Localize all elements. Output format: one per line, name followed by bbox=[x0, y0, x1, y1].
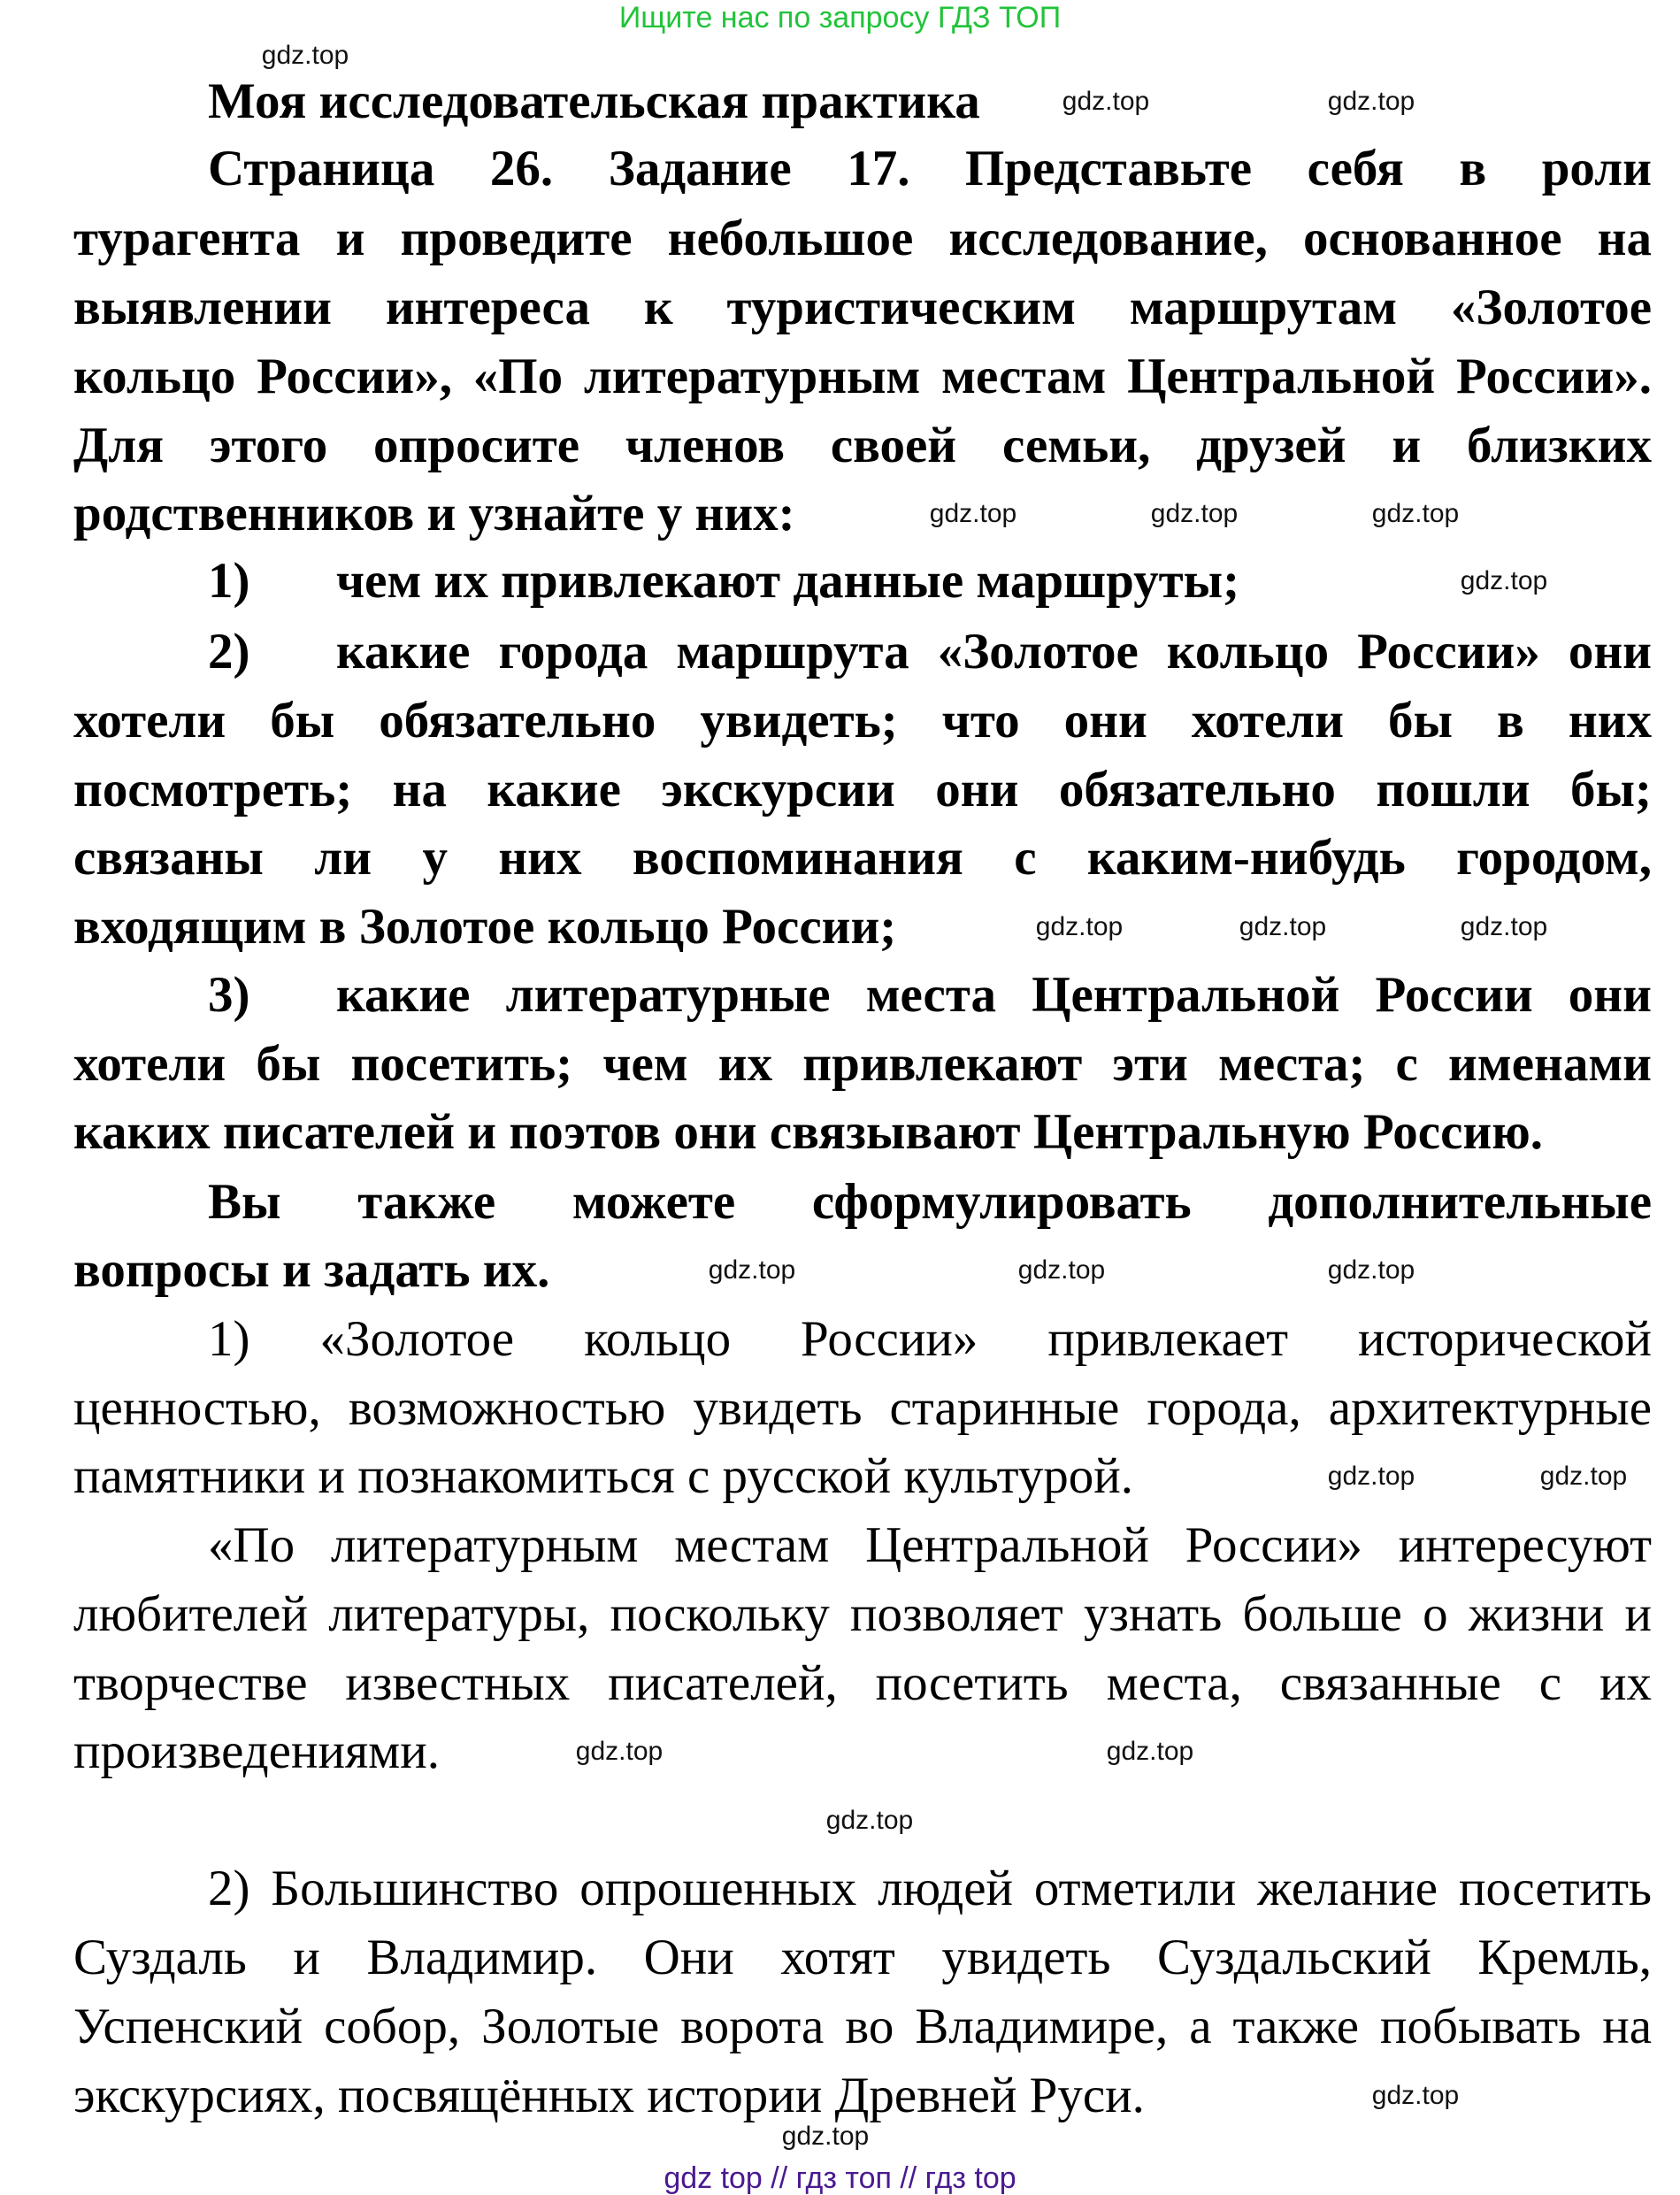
page-title: Моя исследовательская практика bbox=[208, 73, 980, 129]
footer-links[interactable]: gdz top // гдз топ // гдз top bbox=[664, 2161, 1016, 2195]
text-line: Вы также можете сформулировать дополнительные bbox=[208, 1174, 1652, 1230]
watermark: gdz.top bbox=[1327, 87, 1415, 116]
text-line: посмотреть; на какие экскурсии они обязательно пошли бы; bbox=[73, 762, 1652, 817]
watermark: gdz.top bbox=[261, 41, 349, 70]
watermark: gdz.top bbox=[708, 1255, 796, 1285]
text-line: экскурсиях, посвящённых истории Древней Руси. bbox=[73, 2068, 1145, 2123]
text-line: кольцо России», «По литературным местам Центральной России». bbox=[73, 349, 1652, 404]
text-line: ценностью, возможностью увидеть старинные города, архитектурные bbox=[73, 1380, 1652, 1436]
watermark: gdz.top bbox=[781, 2122, 870, 2151]
text-line: выявлении интереса к туристическим маршрутам «Золотое bbox=[73, 280, 1652, 335]
watermark: gdz.top bbox=[575, 1737, 664, 1766]
list-number: 3) bbox=[208, 967, 250, 1023]
text-line: чем их привлекают данные маршруты; bbox=[336, 553, 1240, 609]
text-line: памятники и познакомиться с русской культурой. bbox=[73, 1448, 1134, 1504]
watermark: gdz.top bbox=[1017, 1255, 1106, 1285]
watermark: gdz.top bbox=[1460, 912, 1548, 941]
watermark: gdz.top bbox=[825, 1806, 914, 1835]
search-banner[interactable]: Ищите нас по запросу ГДЗ ТОП bbox=[618, 1, 1062, 35]
text-line: хотели бы обязательно увидеть; что они хотели бы в них bbox=[73, 693, 1652, 748]
watermark: gdz.top bbox=[929, 499, 1017, 528]
watermark: gdz.top bbox=[1150, 499, 1239, 528]
text-line: какие города маршрута «Золотое кольцо России» они bbox=[336, 624, 1652, 679]
watermark: gdz.top bbox=[1062, 87, 1150, 116]
watermark: gdz.top bbox=[1327, 1462, 1415, 1491]
text-line: родственников и узнайте у них: bbox=[73, 486, 795, 541]
text-line: Страница 26. Задание 17. Представьте себя в роли bbox=[208, 141, 1652, 196]
text-line: вопросы и задать их. bbox=[73, 1242, 550, 1298]
text-line: 2) Большинство опрошенных людей отметили желание посетить bbox=[208, 1861, 1652, 1916]
watermark: gdz.top bbox=[1035, 912, 1124, 941]
watermark: gdz.top bbox=[1327, 1255, 1415, 1285]
text-line: хотели бы посетить; чем их привлекают эти места; с именами bbox=[73, 1036, 1652, 1092]
text-line: 1) «Золотое кольцо России» привлекает исторической bbox=[208, 1311, 1652, 1367]
watermark: gdz.top bbox=[1239, 912, 1327, 941]
list-number: 2) bbox=[208, 624, 250, 679]
text-line: произведениями. bbox=[73, 1723, 441, 1779]
text-line: Для этого опросите членов своей семьи, друзей и близких bbox=[73, 418, 1652, 473]
text-line: «По литературным местам Центральной России» интересуют bbox=[208, 1517, 1652, 1573]
watermark: gdz.top bbox=[1371, 499, 1460, 528]
watermark: gdz.top bbox=[1371, 2081, 1460, 2110]
text-line: любителей литературы, поскольку позволяет узнать больше о жизни и bbox=[73, 1586, 1652, 1642]
text-line: Суздаль и Владимир. Они хотят увидеть Суздальский Кремль, bbox=[73, 1930, 1652, 1985]
list-number: 1) bbox=[208, 553, 250, 609]
text-line: каких писателей и поэтов они связывают Центральную Россию. bbox=[73, 1104, 1544, 1160]
text-line: творчестве известных писателей, посетить места, связанные с их bbox=[73, 1655, 1652, 1711]
watermark: gdz.top bbox=[1460, 566, 1548, 595]
watermark: gdz.top bbox=[1539, 1462, 1628, 1491]
text-line: какие литературные места Центральной России они bbox=[336, 967, 1652, 1023]
text-line: Успенский собор, Золотые ворота во Владимире, а также побывать на bbox=[73, 1999, 1652, 2054]
watermark: gdz.top bbox=[1106, 1737, 1194, 1766]
text-line: турагента и проведите небольшое исследование, основанное на bbox=[73, 211, 1652, 266]
text-line: связаны ли у них воспоминания с каким-нибудь городом, bbox=[73, 830, 1652, 886]
text-line: входящим в Золотое кольцо России; bbox=[73, 899, 897, 955]
